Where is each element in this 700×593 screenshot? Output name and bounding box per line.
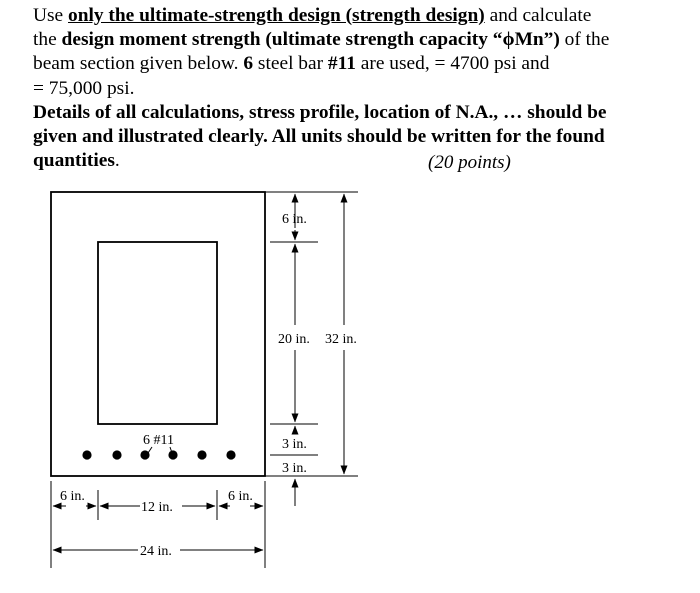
steel-bars (82, 450, 235, 459)
text-details-instruction: Details of all calculations, stress profile, location of N.A., … should be (33, 101, 607, 123)
points-label: (20 points) (428, 152, 511, 173)
text-given-illustrated: given and illustrated clearly. All units should be written for the found (33, 126, 605, 148)
text-fc-value: = 4700 psi and (434, 53, 550, 75)
text-the: the (33, 29, 62, 51)
text-of-the: of the (559, 29, 610, 51)
steel-bar (226, 450, 235, 459)
dim-3a-label: 3 in. (282, 437, 307, 452)
bars-label: 6 #11 (143, 433, 174, 448)
text-use: Use (33, 5, 69, 26)
text-fy-value: = 75,000 psi. (33, 77, 135, 99)
text-period: . (114, 150, 120, 172)
dim-right-6-label: 6 in. (228, 489, 253, 504)
dim-top-6-label: 6 in. (282, 212, 307, 227)
steel-bar (112, 450, 121, 459)
steel-bar (82, 450, 91, 459)
text-bar-count: 6 (243, 53, 254, 75)
text-design-moment-strength: design moment strength (ultimate strength capacity “ϕMn”) (61, 29, 560, 51)
dim-left-6-label: 6 in. (60, 489, 85, 504)
dim-20-label: 20 in. (278, 332, 310, 347)
text-steel-bar: steel bar (253, 53, 328, 75)
dim-3b-label: 3 in. (282, 461, 307, 476)
text-beam-section: beam section given below. (33, 53, 244, 75)
steel-bar (197, 450, 206, 459)
steel-bar (168, 450, 177, 459)
text-and-calculate: and calculate (484, 5, 592, 26)
text-bar-size: #11 (327, 53, 356, 75)
text-quantities: quantities (33, 150, 115, 172)
text-ultimate-strength-design: only the ultimate-strength design (strength design) (68, 5, 485, 26)
dim-24-label: 24 in. (140, 544, 172, 559)
dim-32-label: 32 in. (325, 332, 357, 347)
text-are-used: are used, (355, 53, 435, 75)
dim-12-label: 12 in. (141, 500, 173, 515)
hollow-core (98, 242, 217, 424)
